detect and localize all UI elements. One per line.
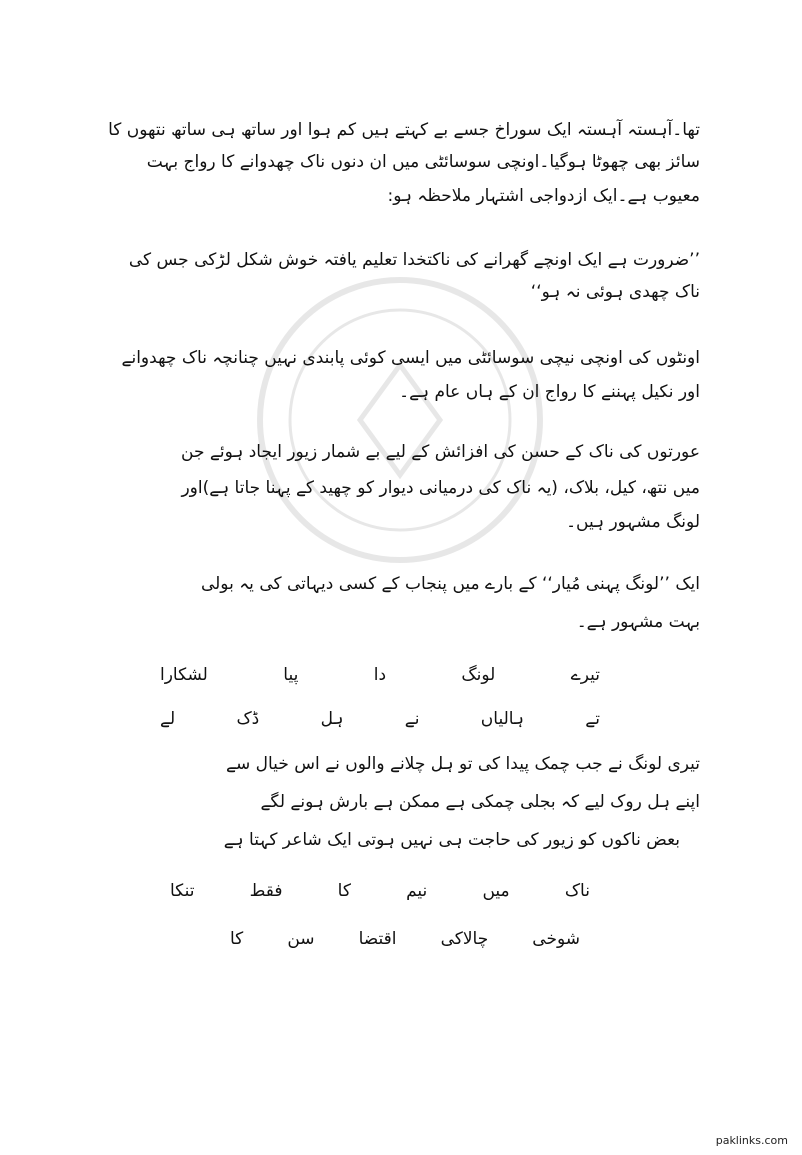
verse-word: ڈک — [236, 709, 260, 729]
paragraph-line: تھا۔آہستہ آہستہ ایک سوراخ جسے بے کہتے ہیں کم ہوا اور ساتھ ہی ساتھ نتھوں کا — [108, 120, 700, 140]
verse-line — [170, 876, 590, 906]
verse-word: تنکا — [170, 881, 195, 901]
verse-word: نیم — [406, 881, 428, 901]
paragraph-line: سائز بھی چھوٹا ہوگیا۔اونچی سوسائٹی میں ان دنوں ناک چھدوانے کا رواج بہت — [146, 152, 700, 172]
verse-word: ہالیاں — [480, 709, 524, 729]
verse-word: لے — [160, 709, 176, 729]
verse-word: میں — [482, 881, 510, 901]
verse-word: شوخی — [532, 929, 580, 949]
verse-line — [230, 924, 580, 954]
verse-word: ناک — [564, 881, 590, 901]
verse-line — [160, 660, 600, 690]
verse-word: تیرے — [570, 665, 600, 685]
site-footer: paklinks.com — [715, 1134, 788, 1147]
verse-word: لونگ — [461, 665, 496, 685]
verse-word: لشکارا — [160, 665, 208, 685]
paragraph-line: تیری لونگ نے جب چمک پیدا کی تو ہل چلانے والوں نے اس خیال سے — [226, 754, 700, 774]
verse-word: چالاکی — [440, 929, 489, 949]
quote-line: ناک چھدی ہوئی نہ ہو‘‘ — [530, 282, 700, 302]
verse-word: اقتضا — [358, 929, 397, 949]
paragraph-line: میں نتھ، کیل، بلاک، (یہ ناک کی درمیانی دیوار کو چھید کے پہنا جاتا ہے)اور — [181, 478, 700, 498]
library-seal-icon — [250, 270, 550, 570]
paragraph-line: اپنے ہل روک لیے کہ بجلی چمکی ہے ممکن ہے بارش ہونے لگے — [260, 792, 700, 812]
paragraph-line: اونٹوں کی اونچی نیچی سوسائٹی میں ایسی کوئی پابندی نہیں چنانچہ ناک چھدوانے — [121, 348, 700, 368]
verse-word: نے — [404, 709, 420, 729]
verse-word: فقط — [249, 881, 283, 901]
verse-word: تے — [585, 709, 600, 729]
quote-line: ’’ضرورت ہے ایک اونچے گھرانے کی ناکتخدا تعلیم یافتہ خوش شکل لڑکی جس کی — [128, 250, 700, 270]
verse-word: ہل — [320, 709, 344, 729]
paragraph-line: لونگ مشہور ہیں۔ — [566, 512, 700, 532]
paragraph-line: اور نکیل پہننے کا رواج ان کے ہاں عام ہے۔ — [399, 382, 700, 402]
verse-word: کا — [337, 881, 351, 901]
paragraph-line: بہت مشہور ہے۔ — [576, 612, 700, 632]
paragraph-line: معیوب ہے۔ایک ازدواجی اشتہار ملاحظہ ہو: — [387, 186, 700, 206]
paragraph-line: بعض ناکوں کو زیور کی حاجت ہی نہیں ہوتی ایک شاعر کہتا ہے — [223, 830, 680, 850]
verse-line — [160, 704, 600, 734]
verse-word: دا — [373, 665, 387, 685]
paragraph-line: عورتوں کی ناک کے حسن کی افزائش کے لیے بے شمار زیور ایجاد ہوئے جن — [181, 442, 700, 462]
verse-word: سن — [287, 929, 315, 949]
paragraph-line: ایک ’’لونگ پہنی مُیار‘‘ کے بارے میں پنجاب کے کسی دیہاتی کی یہ بولی — [200, 574, 700, 594]
verse-word: کا — [230, 929, 244, 949]
verse-word: پیا — [283, 665, 299, 685]
